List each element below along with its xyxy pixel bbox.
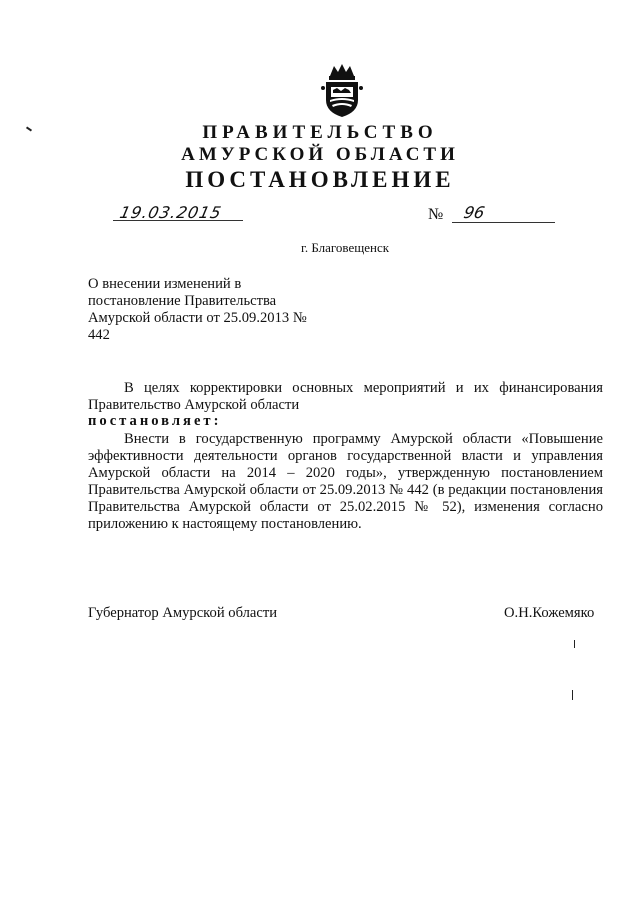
date-underline bbox=[113, 220, 243, 221]
city-name: г. Благовещенск bbox=[300, 240, 390, 255]
preamble-paragraph: В целях корректировки основных мероприятий и их финансирования Правительство Амурской области bbox=[88, 380, 603, 413]
signatory-name: О.Н.Кожемяко bbox=[504, 605, 595, 621]
operative-paragraph: Внести в государственную программу Амурской области «Повышение эффективности деятельности органов государственной власти и управления Амурской области на 2014 – 2020 годы», утвержденную постановлением Правительства Амурской области от 25.09.2013 № 442 (в редакции постановления Правительства Амурской области от 25.02.2015 № 52), изменения согласно приложению к настоящему постановлению. bbox=[88, 431, 603, 532]
government-title-line2: АМУРСКОЙ ОБЛАСТИ bbox=[181, 144, 459, 165]
decree-subject: О внесении изменений в постановление Правительства Амурской области от 25.09.2013 № 442 bbox=[88, 276, 307, 343]
government-title-line1: ПРАВИТЕЛЬСТВО bbox=[202, 122, 438, 143]
scan-speck bbox=[572, 690, 573, 700]
number-underline bbox=[452, 222, 555, 223]
signatory-position: Губернатор Амурской области bbox=[88, 605, 278, 621]
handwritten-date: 19.03.2015 bbox=[117, 203, 224, 222]
document-type-title: ПОСТАНОВЛЕНИЕ bbox=[185, 167, 455, 192]
resolves-word: постановляет: bbox=[88, 413, 222, 429]
handwritten-number: 96 bbox=[461, 203, 487, 222]
coat-of-arms-icon bbox=[320, 62, 364, 118]
scan-speck bbox=[574, 640, 575, 648]
number-sign: № bbox=[428, 206, 444, 223]
